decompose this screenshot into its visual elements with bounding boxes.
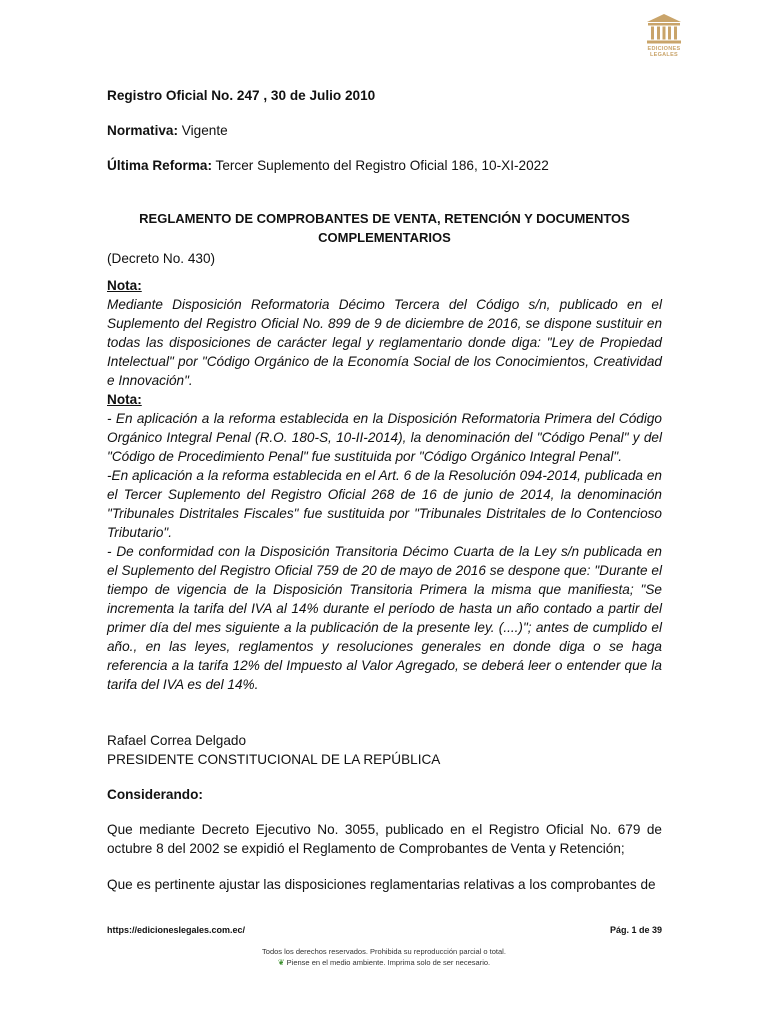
- rights-notice: Todos los derechos reservados. Prohibida su reproducción parcial o total.: [262, 947, 506, 956]
- ultima-reforma: [107, 156, 662, 175]
- building-icon: [644, 12, 684, 46]
- decreto-number: (Decreto No. 430): [107, 251, 216, 266]
- nota-item: - En aplicación a la reforma establecida en la Disposición Reformatoria Primera del Código Orgánico Integral Penal (R.O. 180-S, 10-II-2014), la denominación del "Código Penal" y del "Código de Procedimiento Penal" fue sustituida por "Código Orgánico Integral Penal".: [107, 411, 662, 464]
- page-footer: [107, 925, 662, 935]
- nota-item: -En aplicación a la reforma establecida en el Art. 6 de la Resolución 094-2014, publicada en el Tercer Suplemento del Registro Oficial 268 de 16 de junio de 2014, la denominación "Tribunales Distritales Fiscales" fue sustituida por "Tribunales Distritales de lo Contencioso Tributario".: [107, 468, 662, 540]
- registro-oficial: Registro Oficial No. 247 , 30 de Julio 2010: [107, 88, 376, 103]
- president-title: PRESIDENTE CONSTITUCIONAL DE LA REPÚBLICA: [107, 752, 441, 767]
- considerando-paragraph: Que es pertinente ajustar las disposiciones reglamentarias relativas a los comprobantes de: [107, 877, 656, 892]
- normativa-value: Vigente: [178, 123, 228, 138]
- logo-text-line1: EDICIONES: [647, 46, 681, 52]
- reforma-label: Última Reforma:: [107, 158, 212, 173]
- leaf-icon: ❦: [277, 958, 285, 967]
- president-name: Rafael Correa Delgado: [107, 733, 247, 748]
- president-block: [107, 731, 662, 769]
- footer-notice: [0, 946, 768, 968]
- nota-item: - De conformidad con la Disposición Transitoria Décimo Cuarta de la Ley s/n publicada en el Suplemento del Registro Oficial 759 de 20 de mayo de 2016 se despone que: "Durante el tiempo de vigencia de la Disposición Transitoria Primera la misma que manifiesta; "Se incrementa la tarifa del IVA al 14% durante el período de hasta un año contado a partir del primer día del mes siguiente a la publicación de la presente ley. (....)"; antes de cumplido el año., en las leyes, reglamentos y resoluciones generales en donde diga o se haga referencia a la tarifa 12% del Impuesto al Valor Agregado, se deberá leer o entender que la tarifa del IVA es del 14%.: [107, 544, 662, 692]
- environment-notice: [0, 957, 768, 968]
- nota-heading: Nota:: [107, 278, 142, 293]
- logo-text-line2: LEGALES: [649, 52, 679, 58]
- nota-heading: Nota:: [107, 392, 142, 407]
- considerando-heading: Considerando:: [107, 787, 203, 802]
- environment-text: Piense en el medio ambiente. Imprima solo de ser necesario.: [286, 958, 491, 967]
- normativa-label: Normativa:: [107, 123, 179, 138]
- publisher-logo: [628, 12, 700, 70]
- nota-text: Mediante Disposición Reformatoria Décimo Tercera del Código s/n, publicado en el Suplemento del Registro Oficial No. 899 de 9 de diciembre de 2016, se dispone sustituir en todas las disposiciones de carácter legal y reglamentario donde diga: "Ley de Propiedad Intelectual" por "Código Orgánico de la Economía Social de los Conocimientos, Creatividad e Innovación".: [107, 297, 662, 388]
- footer-url[interactable]: https://edicioneslegales.com.ec/: [107, 925, 246, 935]
- considerando-paragraph: Que mediante Decreto Ejecutivo No. 3055, publicado en el Registro Oficial No. 679 de octubre 8 del 2002 se expidió el Reglamento de Comprobantes de Venta y Retención;: [107, 822, 662, 856]
- document-title: REGLAMENTO DE COMPROBANTES DE VENTA, RETENCIÓN Y DOCUMENTOS COMPLEMENTARIOS: [139, 211, 630, 245]
- normativa: [107, 121, 662, 140]
- document-body: [107, 86, 662, 911]
- reforma-value: Tercer Suplemento del Registro Oficial 186, 10-XI-2022: [212, 158, 549, 173]
- page-number: Pág. 1 de 39: [609, 925, 662, 935]
